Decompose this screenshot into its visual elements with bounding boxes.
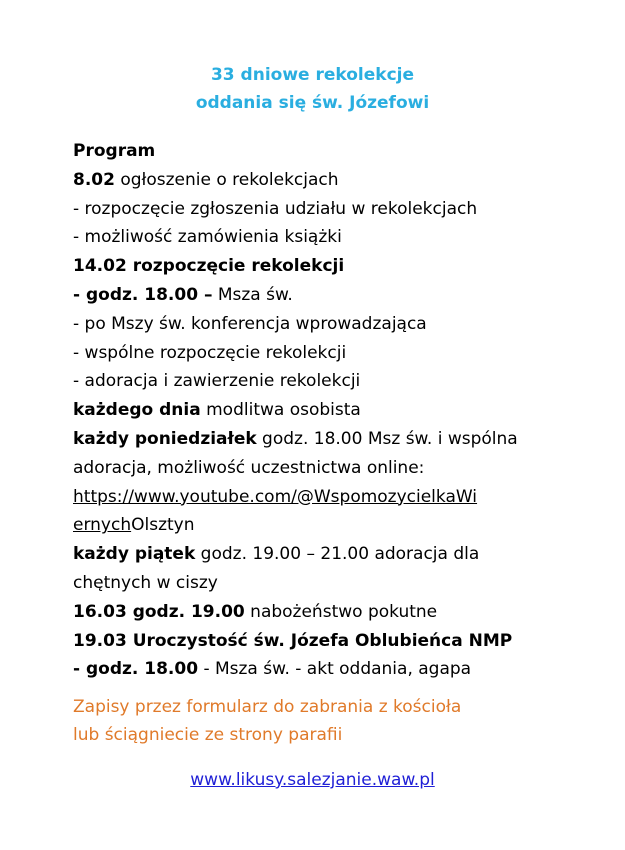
silence-text: chętnych w ciszy	[73, 572, 218, 593]
conference-text: - po Mszy św. konferencja wprowadzająca	[73, 313, 427, 334]
program-line-youtube	[73, 483, 563, 512]
announcement-text: ogłoszenie o rekolekcjach	[114, 169, 339, 190]
registration-text: - rozpoczęcie zgłoszenia udziału w rekolekcjach	[73, 198, 478, 219]
program-heading-text: Program	[73, 141, 156, 161]
title-line-2: oddania się św. Józefowi	[195, 93, 430, 113]
youtube-link[interactable]: https://www.youtube.com/@WspomozycielkaWi	[73, 486, 478, 507]
monday-label: każdy poniedziałek	[73, 428, 257, 449]
program-line-19-03	[73, 627, 563, 656]
start-retreat-text: 14.02 rozpoczęcie rekolekcji	[73, 256, 345, 277]
program-heading	[73, 137, 563, 166]
friday-label: każdy piątek	[73, 544, 196, 565]
program-section	[73, 137, 563, 684]
friday-text: godz. 19.00 – 21.00 adoracja dla	[195, 544, 480, 565]
penance-text: nabożeństwo pokutne	[244, 601, 438, 622]
signup-line-1: Zapisy przez formularz do zabrania z kościoła	[73, 697, 462, 717]
signup-line-2: lub ściągniecie ze strony parafii	[73, 725, 343, 745]
final-mass-time: - godz. 18.00	[73, 659, 199, 680]
solemnity-text: 19.03 Uroczystość św. Józefa Oblubieńca NMP	[73, 630, 513, 651]
program-line-silence	[73, 569, 563, 598]
program-line-adoration	[73, 367, 563, 396]
program-line-14-02	[73, 252, 563, 281]
adoration-text: - adoracja i zawierzenie rekolekcji	[73, 371, 361, 392]
program-line-online	[73, 454, 563, 483]
youtube-link-continued[interactable]: ernych	[73, 515, 132, 536]
youtube-link-suffix: Olsztyn	[131, 515, 195, 536]
daily-text: modlitwa osobista	[200, 400, 361, 421]
program-line-monday	[73, 425, 563, 454]
title-line-1: 33 dniowe rekolekcje	[210, 65, 415, 85]
program-line-daily	[73, 396, 563, 425]
monday-text: godz. 18.00 Msz św. i wspólna	[256, 428, 518, 449]
program-line-joint-start	[73, 339, 563, 368]
parish-website	[0, 766, 625, 794]
program-line-mass	[73, 281, 563, 310]
program-line-final-mass	[73, 655, 563, 684]
program-line-registration	[73, 195, 563, 224]
program-line-book	[73, 223, 563, 252]
penance-time: 16.03 godz. 19.00	[73, 601, 245, 622]
book-text: - możliwość zamówienia książki	[73, 227, 342, 248]
daily-label: każdego dnia	[73, 400, 201, 421]
program-line-conference	[73, 310, 563, 339]
mass-time: - godz. 18.00 –	[73, 284, 213, 305]
final-mass-text: - Msza św. - akt oddania, agapa	[198, 659, 472, 680]
program-line-friday	[73, 540, 563, 569]
date-8-02: 8.02	[73, 169, 115, 190]
program-line-8-02	[73, 166, 563, 195]
program-line-16-03	[73, 598, 563, 627]
online-text: adoracja, możliwość uczestnictwa online:	[73, 457, 425, 478]
joint-start-text: - wspólne rozpoczęcie rekolekcji	[73, 342, 347, 363]
parish-website-link[interactable]: www.likusy.salezjanie.waw.pl	[190, 770, 435, 790]
program-line-youtube-cont	[73, 511, 563, 540]
mass-text: Msza św.	[212, 284, 293, 305]
